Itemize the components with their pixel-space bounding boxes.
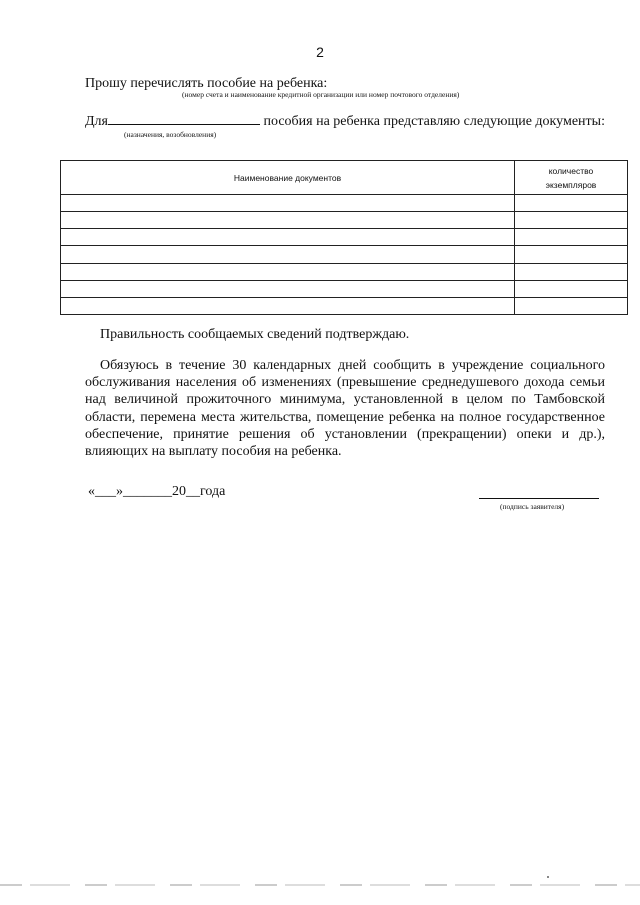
- documents-table: [60, 160, 628, 315]
- table-row: [61, 195, 628, 212]
- for-line: [85, 114, 605, 130]
- table-row: [61, 212, 628, 229]
- table-row: [61, 263, 628, 280]
- for-line-blank: [108, 124, 260, 125]
- table-row: [61, 246, 628, 263]
- for-line-prefix: Для: [85, 114, 108, 129]
- table-cell-copies: [515, 263, 628, 280]
- confirmation-text: Правильность сообщаемых сведений подтверждаю.: [100, 327, 410, 342]
- column-header-copies: [515, 161, 628, 195]
- column-header-copies-line2: экземпляров: [545, 179, 597, 190]
- table-cell-copies: [515, 229, 628, 246]
- table-header-row: [61, 161, 628, 195]
- request-line-text: Прошу перечислять пособие на ребенка:: [85, 76, 328, 91]
- table-cell-copies: [515, 212, 628, 229]
- table-row: [61, 229, 628, 246]
- column-header-document-name: Наименование документов: [61, 161, 515, 195]
- obligation-paragraph: Обязуюсь в течение 30 календарных дней сообщить в учреждение социального обслуживания населения об изменениях (превышение среднедушевого дохода семьи над величиной прожиточного минимума, установленной в целом по Тамбовской области, перемена места жительства, помещение ребенка на полное государственное обеспечение, принятие решения об установлении (прекращении) опеки и др.), влияющих на выплату пособия на ребенка.: [85, 358, 605, 460]
- for-line-note: (назначения, возобновления): [124, 130, 217, 139]
- table-cell-document: [61, 246, 515, 263]
- table-cell-copies: [515, 246, 628, 263]
- signature-note: (подпись заявителя): [500, 502, 565, 511]
- table-cell-copies: [515, 297, 628, 314]
- table-cell-document: [61, 297, 515, 314]
- for-line-suffix: пособия на ребенка представляю следующие документы:: [263, 114, 605, 129]
- scan-artifact-edge: [0, 884, 640, 886]
- table-row: [61, 280, 628, 297]
- signature-line: [479, 498, 599, 499]
- column-header-copies-line1: количество: [548, 165, 594, 176]
- table-cell-copies: [515, 195, 628, 212]
- table-cell-document: [61, 195, 515, 212]
- table-cell-document: [61, 263, 515, 280]
- request-line-note: (номер счета и наименование кредитной организации или номер почтового отделения): [182, 90, 460, 99]
- date-line: «___»_______20__года: [88, 484, 226, 499]
- table-cell-document: [61, 212, 515, 229]
- table-cell-document: [61, 229, 515, 246]
- page-number: 2: [316, 44, 324, 60]
- table-cell-document: [61, 280, 515, 297]
- scan-artifact-dot: [547, 876, 549, 878]
- table-cell-copies: [515, 280, 628, 297]
- table-row: [61, 297, 628, 314]
